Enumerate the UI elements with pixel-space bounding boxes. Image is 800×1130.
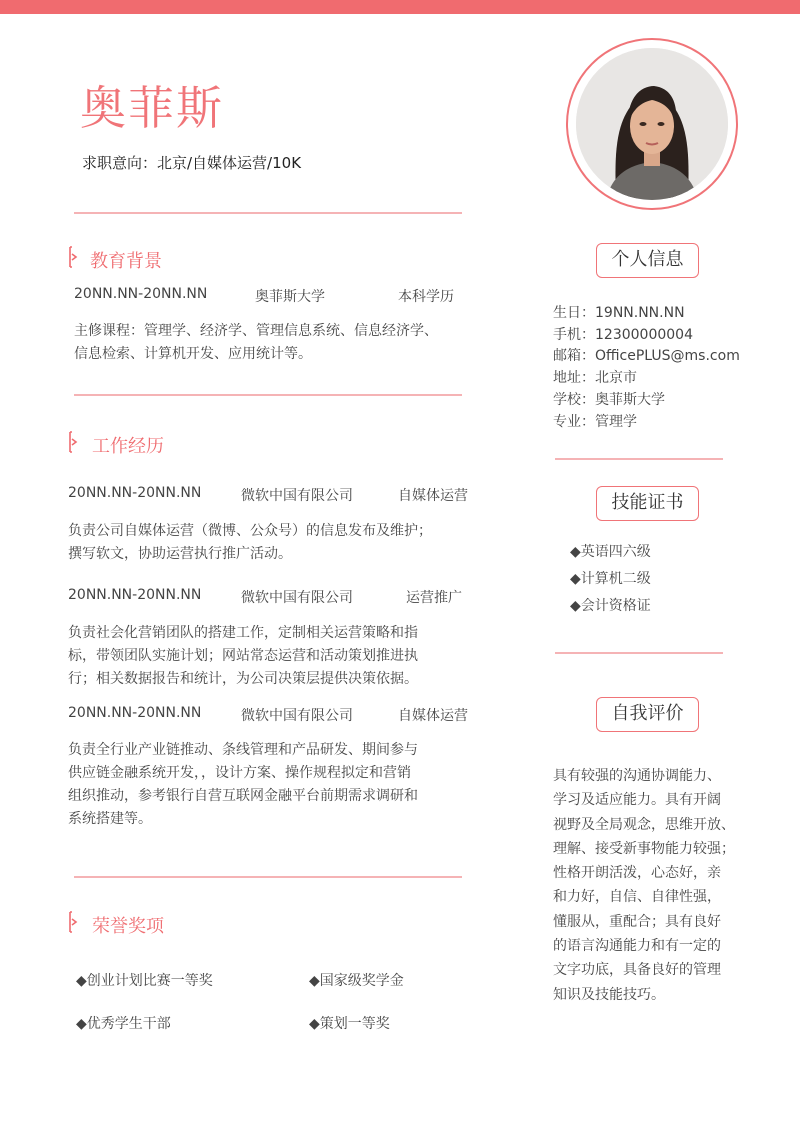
- info-phone: 手机：12300000004: [553, 326, 693, 343]
- work-title: 工作经历: [92, 436, 164, 457]
- skills-title: 技能证书: [596, 486, 699, 521]
- bracket-icon: [68, 431, 78, 453]
- top-accent-bar: [0, 0, 800, 14]
- job-description: 负责社会化营销团队的搭建工作，定制相关运营策略和指 标，带领团队实施计划；网站常态运营和活动策划推进执 行；相关数据报告和统计，为公司决策层提供决策依据。: [68, 625, 418, 687]
- education-courses: 主修课程：管理学、经济学、管理信息系统、信息经济学、 信息检索、计算机开发、应用统计等。: [74, 323, 438, 362]
- job-role: 自媒体运营: [398, 488, 468, 504]
- profile-photo: [576, 48, 728, 200]
- skill-item: ◆英语四六级: [570, 544, 651, 560]
- divider: [74, 212, 462, 214]
- job-description: 负责公司自媒体运营（微博、公众号）的信息发布及维护； 撰写软文，协助运营执行推广活动。: [68, 523, 432, 562]
- job-role: 自媒体运营: [398, 708, 468, 724]
- divider: [555, 652, 723, 654]
- bracket-icon: [68, 911, 78, 933]
- job-company: 微软中国有限公司: [241, 488, 353, 504]
- education-school: 奥菲斯大学: [255, 289, 325, 305]
- self-eval-title: 自我评价: [596, 697, 699, 732]
- job-description: 负责全行业产业链推动、条线管理和产品研发、期间参与 供应链金融系统开发，，设计方案、操作规程拟定和营销 组织推动，参考银行自营互联网金融平台前期需求调研和 系统搭建等。: [68, 742, 418, 827]
- education-degree: 本科学历: [398, 289, 454, 305]
- job-date: 20NN.NN-20NN.NN: [68, 587, 202, 603]
- personal-info-title: 个人信息: [596, 243, 699, 278]
- job-intent: 求职意向：北京/自媒体运营/10K: [82, 154, 302, 172]
- job-role: 运营推广: [406, 590, 462, 606]
- candidate-name: 奥菲斯: [80, 81, 224, 135]
- honor-item: ◆策划一等奖: [309, 1016, 390, 1032]
- skill-item: ◆会计资格证: [570, 598, 651, 614]
- personal-info-list: [553, 303, 740, 433]
- divider: [555, 458, 723, 460]
- honor-item: ◆优秀学生干部: [76, 1016, 171, 1032]
- info-address: 地址：北京市: [553, 370, 637, 387]
- education-title: 教育背景: [90, 251, 162, 272]
- info-school: 学校：奥菲斯大学: [553, 391, 665, 408]
- job-company: 微软中国有限公司: [241, 708, 353, 724]
- info-birthday: 生日：19NN.NN.NN: [553, 305, 685, 321]
- honors-title: 荣誉奖项: [92, 916, 164, 937]
- divider: [74, 876, 462, 878]
- info-email: 邮箱：OfficePLUS@ms.com: [553, 348, 740, 365]
- divider: [74, 394, 462, 396]
- info-major: 专业：管理学: [553, 413, 637, 430]
- job-date: 20NN.NN-20NN.NN: [68, 705, 202, 721]
- self-eval-text: 具有较强的沟通协调能力、 学习及适应能力。具有开阔 视野及全局观念，思维开放、 理解、接受新事物能力较强； 性格开朗活泼，心态好，亲 和力好，自信、自律性强， 懂服从，重配合；具有良好 的语言沟通能力和有一定的 文字功底，具备良好的管理 知识及技能技巧。: [553, 768, 735, 1003]
- honor-item: ◆国家级奖学金: [309, 973, 404, 989]
- job-date: 20NN.NN-20NN.NN: [68, 485, 202, 501]
- education-date: 20NN.NN-20NN.NN: [74, 286, 208, 302]
- honor-item: ◆创业计划比赛一等奖: [76, 973, 213, 989]
- bracket-icon: [68, 246, 78, 268]
- skill-item: ◆计算机二级: [570, 571, 651, 587]
- job-company: 微软中国有限公司: [241, 590, 353, 606]
